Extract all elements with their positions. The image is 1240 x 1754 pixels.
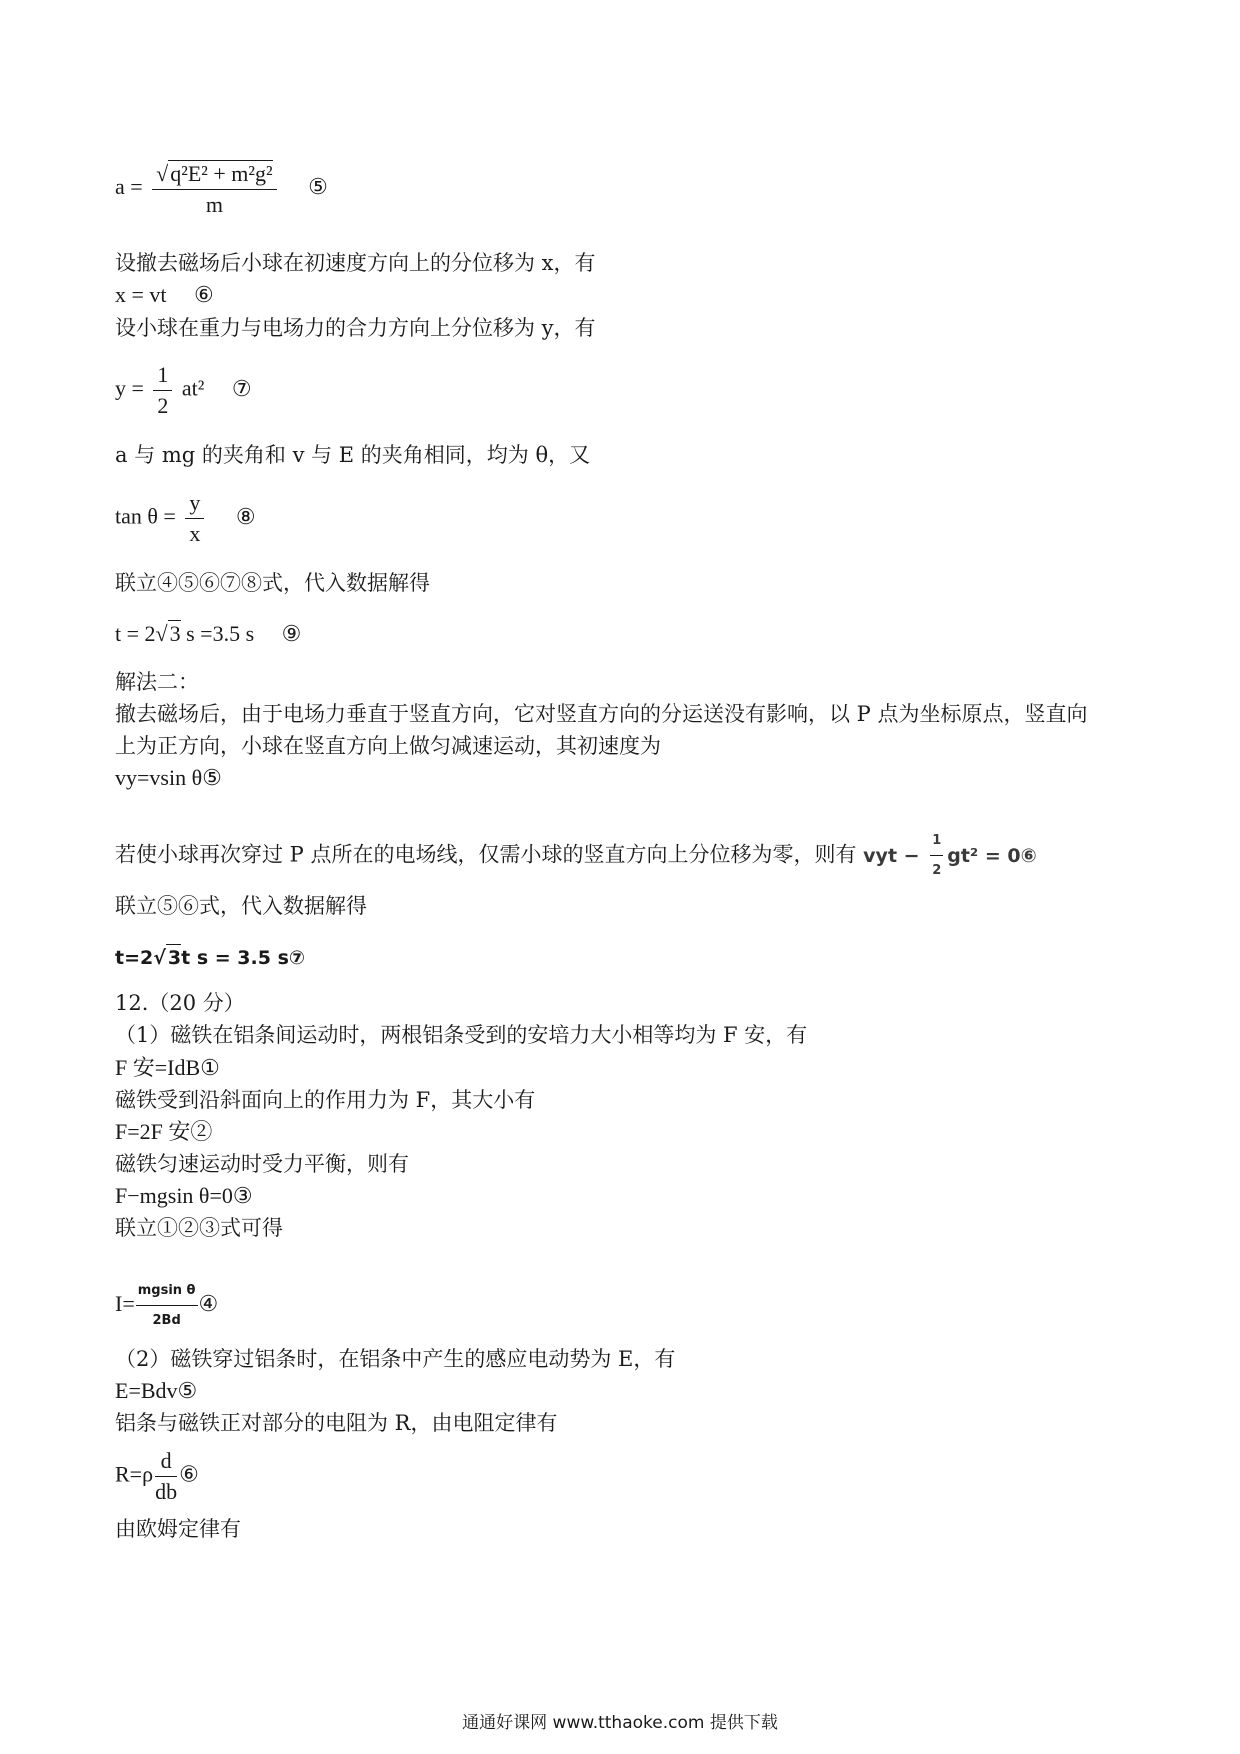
equation-14: F=2F 安② <box>115 1119 213 1144</box>
eq11-fraction <box>930 828 943 884</box>
equation-8 <box>115 490 256 547</box>
eq7-numerator: 1 <box>153 362 172 391</box>
text-line: 设撤去磁场后小球在初速度方向上的分位移为 x，有 <box>115 251 596 275</box>
eq9-number: ⑨ <box>281 621 302 646</box>
eq11-part-a: vyt − <box>863 844 920 867</box>
eq9-sqrt: 3 <box>169 621 181 646</box>
eq5-lhs: a = <box>115 174 143 200</box>
eq5-numerator: q²E² + m²g² <box>170 161 273 186</box>
eq18-lhs: R=ρ <box>115 1461 154 1487</box>
eq11-denominator: 2 <box>932 863 942 878</box>
eq9-part-a: t = 2 <box>115 621 156 646</box>
eq16-denominator: 2Bd <box>152 1313 181 1328</box>
eq12-sqrt: 3 <box>166 944 181 971</box>
eq11-part-b: gt² = 0⑥ <box>947 844 1037 867</box>
equation-10: vy=vsin θ⑤ <box>115 765 222 790</box>
equation-18 <box>115 1448 199 1505</box>
equation-13: F 安=IdB① <box>115 1055 220 1080</box>
eq7-fraction <box>153 362 172 419</box>
eq16-lhs: I= <box>115 1291 135 1317</box>
eq11-numerator: 1 <box>930 828 943 856</box>
eq11 <box>863 833 1037 878</box>
eq18-denominator: db <box>155 1479 178 1504</box>
equation-6 <box>115 282 214 308</box>
question-number: 12.（20 分） <box>115 991 245 1015</box>
eq5-fraction: $\frac{\text{√q²E² + m²g²}}{m}$ <box>152 160 276 218</box>
eq18-numerator: d <box>155 1448 177 1477</box>
equation-12: t=2√ 3t s = 3.5 s⑦ <box>115 944 305 971</box>
eq12-part-b: t s = 3.5 s⑦ <box>181 947 305 969</box>
eq8-numerator: y <box>185 490 204 519</box>
text-line: 上为正方向，小球在竖直方向上做匀减速运动，其初速度为 <box>115 734 661 758</box>
t8-text: 若使小球再次穿过 P 点所在的电场线，仅需小球的竖直方向上分位移为零，则有 <box>115 842 857 867</box>
eq9-part-b: s =3.5 s <box>180 621 255 646</box>
eq16-numerator: mgsin θ <box>136 1278 198 1306</box>
eq16-number: ④ <box>198 1291 219 1317</box>
eq18-number: ⑥ <box>179 1461 199 1487</box>
equation-7 <box>115 362 252 419</box>
page-footer: 通通好课网 www.tthaoke.com 提供下载 <box>462 1713 778 1733</box>
eq8-fraction <box>185 490 204 547</box>
eq8-lhs: tan θ = <box>115 503 176 529</box>
eq12-part-a: t=2 <box>115 947 154 969</box>
text-line: 撤去磁场后，由于电场力垂直于竖直方向，它对竖直方向的分运送没有影响，以 P 点为坐标原点，竖直向 <box>115 702 1088 726</box>
text-line: 磁铁匀速运动时受力平衡，则有 <box>115 1152 409 1176</box>
eq8-denominator: x <box>189 521 201 546</box>
text-line: （2）磁铁穿过铝条时，在铝条中产生的感应电动势为 E，有 <box>115 1347 676 1371</box>
eq7-number: ⑦ <box>231 375 252 401</box>
equation-16 <box>115 1278 218 1334</box>
eq7-denominator: 2 <box>157 393 169 418</box>
equation-17: E=Bdv⑤ <box>115 1378 198 1403</box>
eq5-number: ⑤ <box>308 174 328 200</box>
text-line: 联立④⑤⑥⑦⑧式，代入数据解得 <box>115 571 430 595</box>
text-line: 铝条与磁铁正对部分的电阻为 R，由电阻定律有 <box>115 1411 558 1435</box>
text-line: 由欧姆定律有 <box>115 1517 241 1541</box>
text-line: 磁铁受到沿斜面向上的作用力为 F，其大小有 <box>115 1088 536 1112</box>
eq6-number: ⑥ <box>194 282 214 307</box>
text-line: a 与 mg 的夹角和 v 与 E 的夹角相同，均为 θ，又 <box>115 443 591 467</box>
eq18-fraction <box>155 1448 177 1505</box>
eq6-body: x = vt <box>115 282 167 307</box>
eq16-fraction <box>136 1278 198 1334</box>
text-line: 联立⑤⑥式，代入数据解得 <box>115 894 367 918</box>
text-line: 联立①②③式可得 <box>115 1216 283 1240</box>
text-line: （1）磁铁在铝条间运动时，两根铝条受到的安培力大小相等均为 F 安，有 <box>115 1023 808 1047</box>
eq8-number: ⑧ <box>235 503 256 529</box>
eq5-denominator: m <box>205 192 223 217</box>
equation-15: F−mgsin θ=0③ <box>115 1183 253 1208</box>
eq7-lhs: y = <box>115 375 144 401</box>
text-line: 解法二： <box>115 670 199 694</box>
equation-9: t = 2√3 s =3.5 s ⑨ <box>115 621 302 646</box>
text-line: 设小球在重力与电场力的合力方向上分位移为 y，有 <box>115 316 596 340</box>
equation-5 <box>115 160 328 218</box>
eq7-rhs: at² <box>181 375 205 401</box>
text-line-with-equation <box>115 828 1037 884</box>
